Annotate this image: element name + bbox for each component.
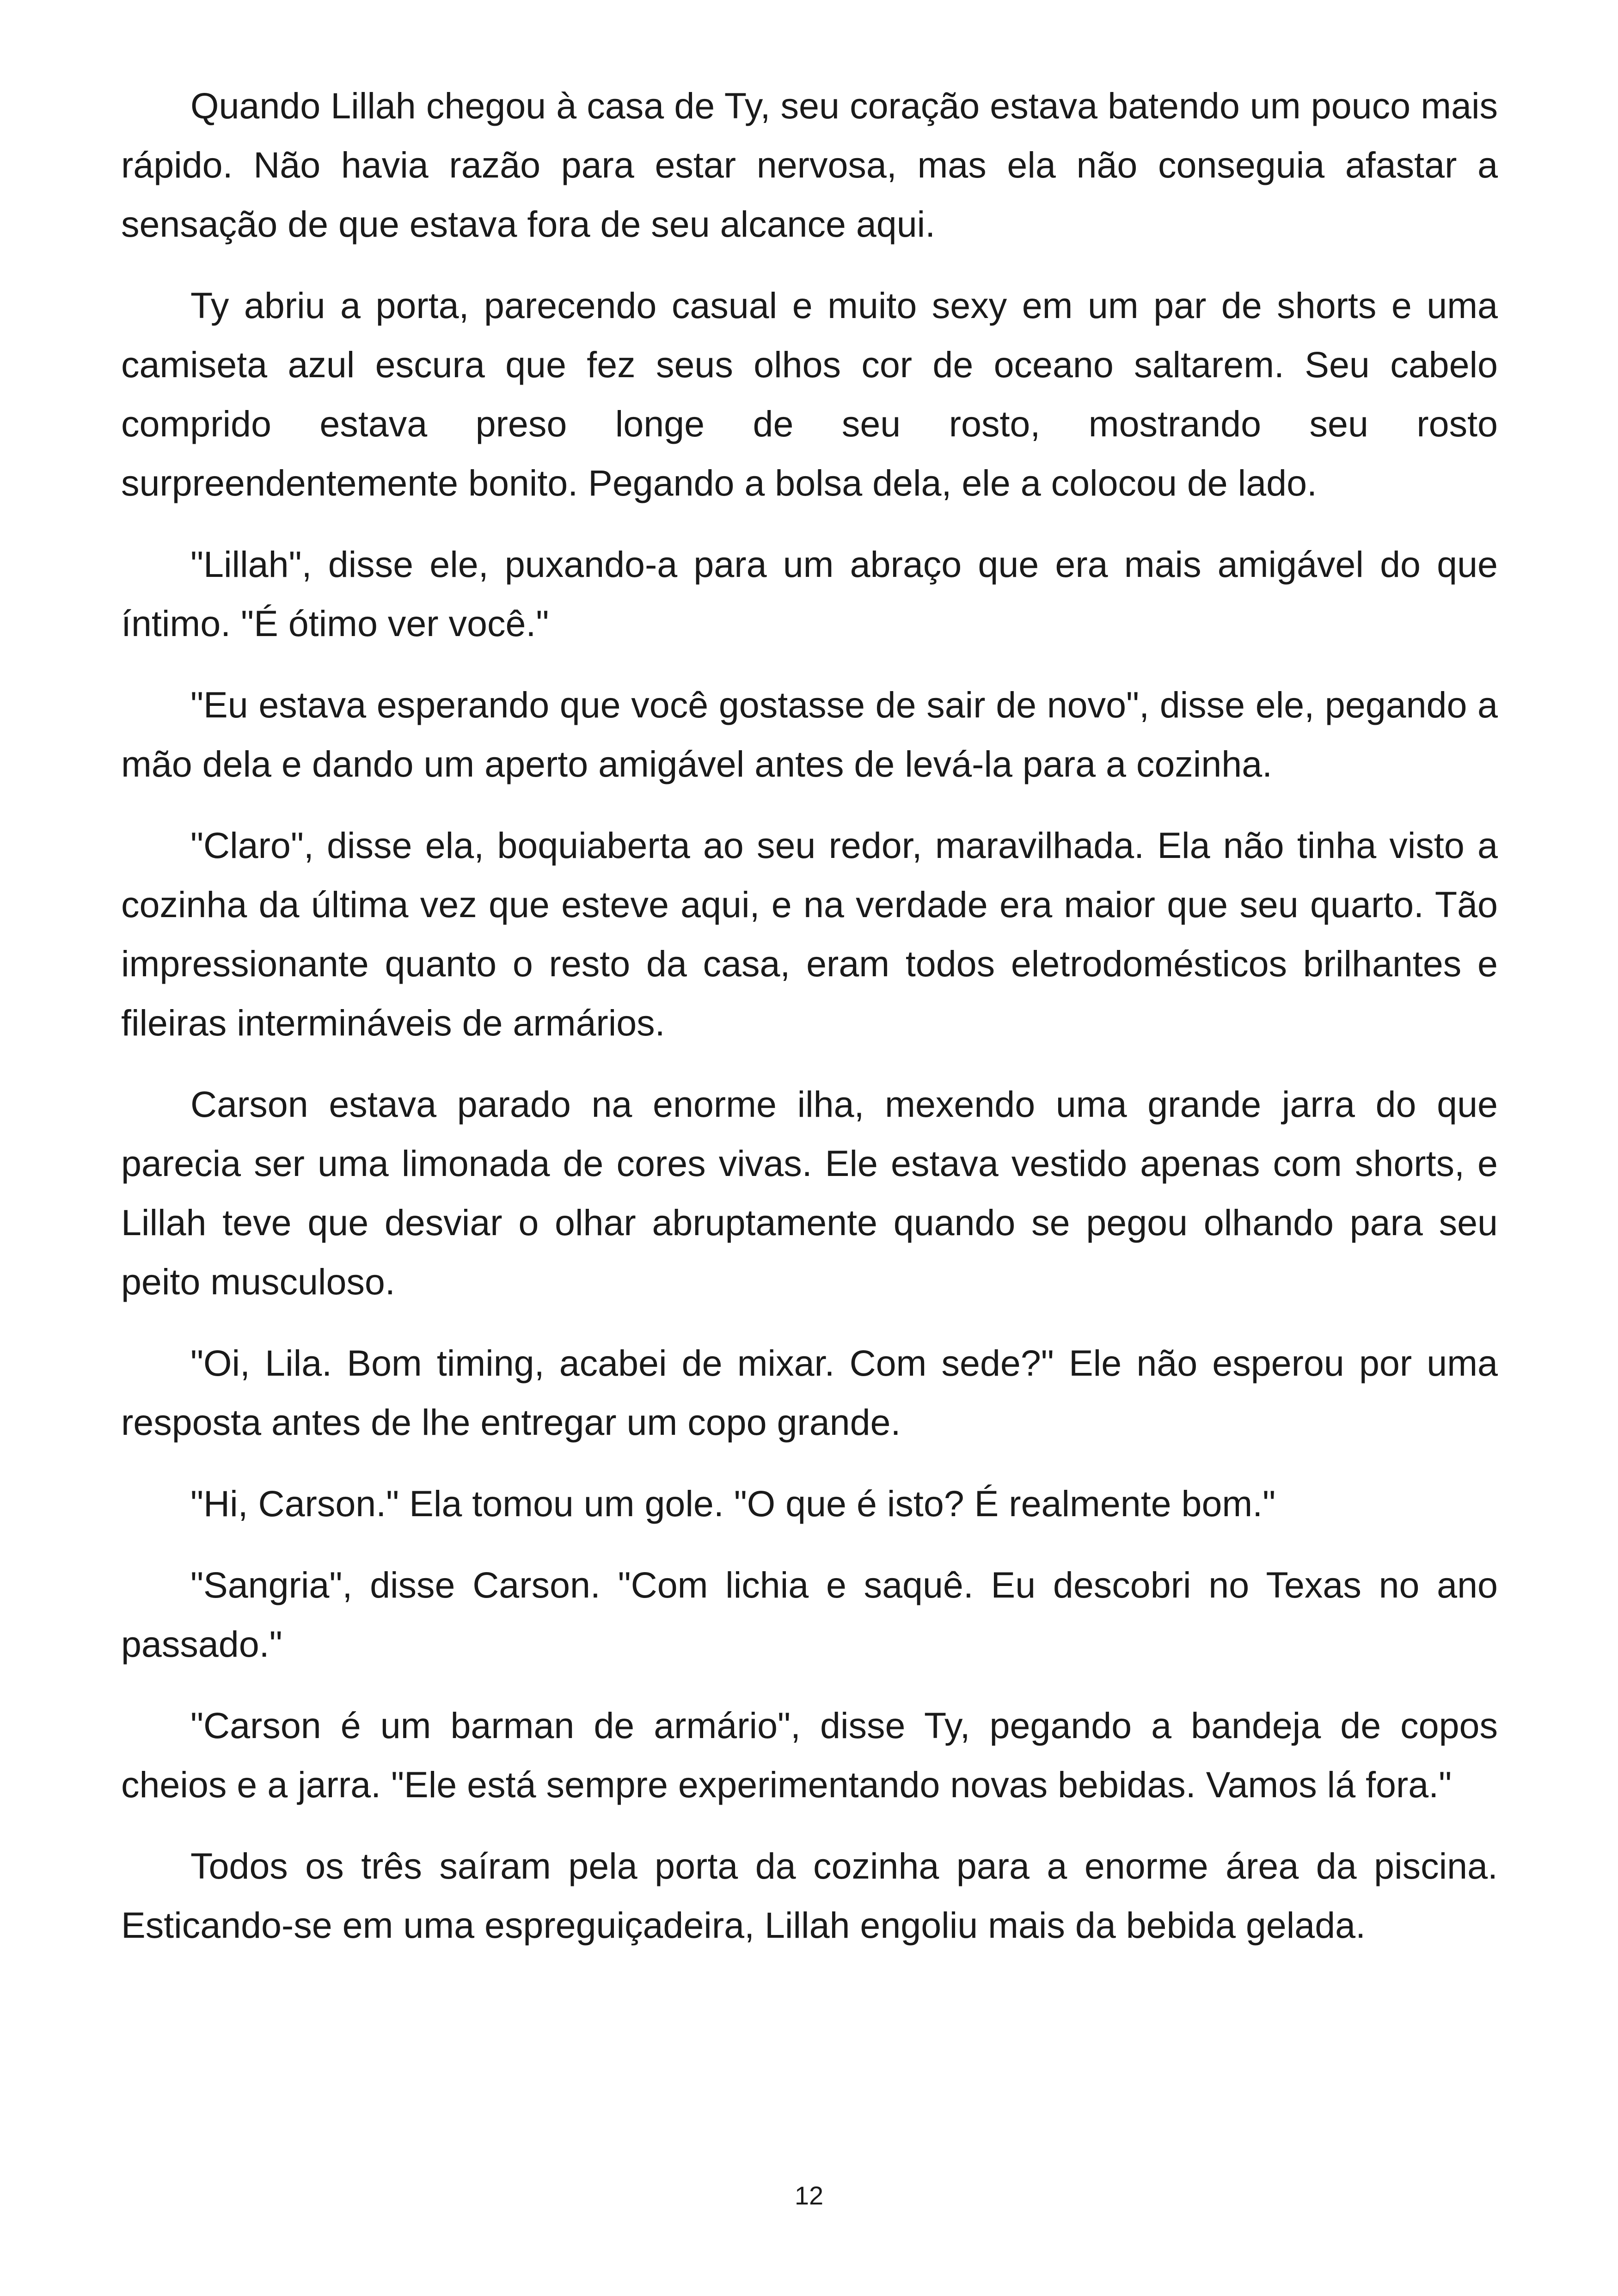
paragraph: "Eu estava esperando que você gostasse de sair de novo", disse ele, pegando a mão dela e dando um aperto amigável antes de levá-la para a cozinha. (121, 684, 1498, 784)
paragraph: "Oi, Lila. Bom timing, acabei de mixar. Com sede?" Ele não esperou por uma resposta antes de lhe entregar um copo grande. (121, 1342, 1498, 1443)
paragraph: Todos os três saíram pela porta da cozinha para a enorme área da piscina. Esticando-se em uma espreguiçadeira, Lillah engoliu mais da bebida gelada. (121, 1845, 1498, 1946)
paragraph: "Sangria", disse Carson. "Com lichia e saquê. Eu descobri no Texas no ano passado." (121, 1564, 1498, 1665)
paragraph: "Carson é um barman de armário", disse Ty, pegando a bandeja de copos cheios e a jarra. "Ele está sempre experimentando novas bebidas. Vamos lá fora." (121, 1705, 1498, 1805)
paragraph: "Lillah", disse ele, puxando-a para um abraço que era mais amigável do que íntimo. "É ótimo ver você." (121, 544, 1498, 644)
paragraph: Quando Lillah chegou à casa de Ty, seu coração estava batendo um pouco mais rápido. Não havia razão para estar nervosa, mas ela não conseguia afastar a sensação de que estava fora de seu alcance aqui. (121, 85, 1498, 245)
paragraph: Ty abriu a porta, parecendo casual e muito sexy em um par de shorts e uma camiseta azul escura que fez seus olhos cor de oceano saltarem. Seu cabelo comprido estava preso longe de seu rosto, mostrando seu rosto surpreendentemente bonito. Pegando a bolsa dela, ele a colocou de lado. (121, 285, 1498, 503)
paragraph: "Hi, Carson." Ela tomou um gole. "O que é isto? É realmente bom." (190, 1483, 1276, 1524)
page-number: 12 (794, 2181, 824, 2210)
page-body-text (121, 76, 1498, 1977)
paragraph: "Claro", disse ela, boquiaberta ao seu redor, maravilhada. Ela não tinha visto a cozinha da última vez que esteve aqui, e na verdade era maior que seu quarto. Tão impressionante quanto o resto da casa, eram todos eletrodomésticos brilhantes e fileiras intermináveis de armários. (121, 825, 1498, 1043)
paragraph: Carson estava parado na enorme ilha, mexendo uma grande jarra do que parecia ser uma limonada de cores vivas. Ele estava vestido apenas com shorts, e Lillah teve que desviar o olhar abruptamente quando se pegou olhando para seu peito musculoso. (121, 1084, 1498, 1302)
